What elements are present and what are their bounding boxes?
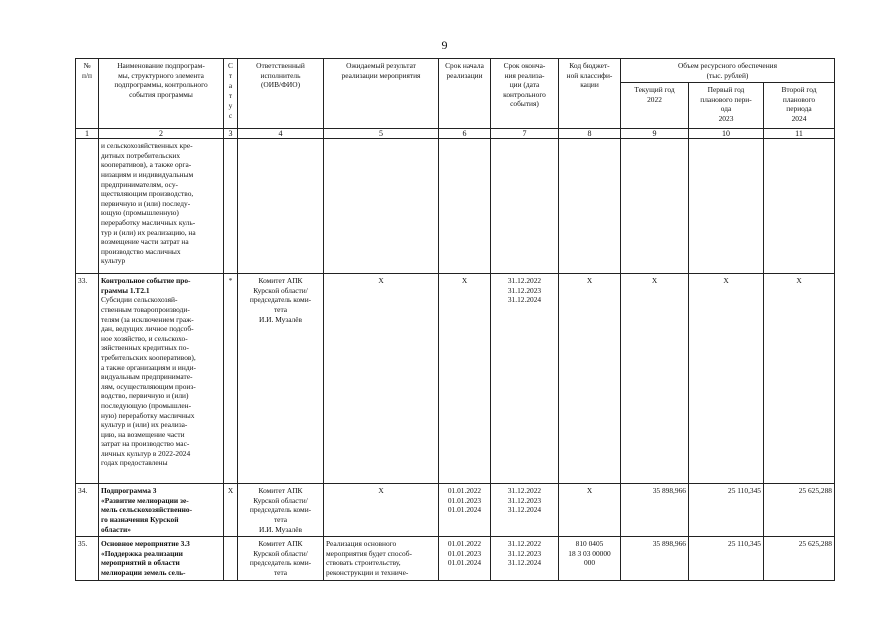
row-result: Х	[324, 274, 439, 484]
row-2023: 25 110,345	[689, 537, 764, 581]
row-start: 01.01.2022 01.01.2023 01.01.2024	[439, 484, 491, 537]
header-end: Срок оконча- ния реализа- ции (дата контрольного события)	[491, 59, 559, 129]
col-number: 7	[491, 129, 559, 139]
status-letter: т	[228, 71, 233, 80]
row-kbk	[559, 139, 621, 274]
row-name-bold: Основное мероприятие 3.3 «Поддержка реализации мероприятий в области мелиорации земель сель-	[101, 539, 190, 577]
row-2022	[621, 139, 689, 274]
row-2023: 25 110,345	[689, 484, 764, 537]
col-number: 6	[439, 129, 491, 139]
col-number: 3	[224, 129, 238, 139]
row-2023: Х	[689, 274, 764, 484]
row-2024: Х	[764, 274, 835, 484]
row-2022: 35 898,966	[621, 537, 689, 581]
header-result: Ожидаемый результат реализации мероприятия	[324, 59, 439, 129]
row-start	[439, 139, 491, 274]
row-result: Х	[324, 484, 439, 537]
row-result	[324, 139, 439, 274]
status-letter: т	[228, 91, 233, 100]
col-number: 1	[76, 129, 99, 139]
row-executor: Комитет АПК Курской области/ председатель коми- тета	[238, 537, 324, 581]
table-row	[76, 274, 835, 484]
row-name	[99, 139, 224, 274]
row-end: 31.12.2022 31.12.2023 31.12.2024	[491, 484, 559, 537]
row-name-bold: Контрольное событие про- граммы 1.Т2.1	[101, 276, 191, 295]
header-name: Наименование подпрограм- мы, структурного элемента подпрограммы, контрольного события программы	[99, 59, 224, 129]
header-start: Срок начала реализации	[439, 59, 491, 129]
header-resources: Объем ресурсного обеспечения (тыс. рублей)	[621, 59, 835, 83]
row-end	[491, 139, 559, 274]
page-number: 9	[441, 38, 448, 52]
status-letter: у	[228, 101, 233, 110]
col-number: 5	[324, 129, 439, 139]
row-2023	[689, 139, 764, 274]
row-2024: 25 625,288	[764, 484, 835, 537]
header-2022: Текущий год 2022	[621, 83, 689, 129]
row-name-text: и сельскохозяйственных кре- дитных потребительских кооперативов), а также орга- низациям и индивидуальным предпринимателям, осу- ществляющим производство, первичную и (или) последу- ющую (промышленную) переработку масличных куль- тур и (или) их реализацию, на возмещение части затрат на производство масличных культур	[101, 141, 196, 266]
row-start: Х	[439, 274, 491, 484]
header-kbk: Код бюджет- ной классифи- кации	[559, 59, 621, 129]
row-2022: Х	[621, 274, 689, 484]
col-number: 4	[238, 129, 324, 139]
status-letter: а	[228, 81, 233, 90]
header-status	[224, 59, 238, 129]
row-kbk: Х	[559, 484, 621, 537]
row-name	[99, 484, 224, 537]
col-number: 11	[764, 129, 835, 139]
column-numbers-row	[76, 129, 835, 139]
row-2022: 35 898,966	[621, 484, 689, 537]
row-name	[99, 537, 224, 581]
header-2023: Первый год планового пери- ода 2023	[689, 83, 764, 129]
row-executor: Комитет АПК Курской области/ председатель коми- тета И.И. Музалёв	[238, 484, 324, 537]
row-result: Реализация основного мероприятия будет способ- ствовать строительству, реконструкции и техниче-	[324, 537, 439, 581]
row-kbk: 810 0405 18 3 03 00000 000	[559, 537, 621, 581]
header-executor: Ответственный исполнитель (ОИВ/ФИО)	[238, 59, 324, 129]
table-row	[76, 537, 835, 581]
row-status	[224, 537, 238, 581]
col-number: 2	[99, 129, 224, 139]
col-number: 9	[621, 129, 689, 139]
table-row	[76, 139, 835, 274]
table-row	[76, 484, 835, 537]
row-num	[76, 139, 99, 274]
row-name-bold: Подпрограмма 3 «Развитие мелиорации зе- мель сельскохозяйственно- го назначения Курской области»	[101, 486, 193, 534]
row-status: Х	[224, 484, 238, 537]
row-status: *	[224, 274, 238, 484]
col-number: 8	[559, 129, 621, 139]
row-num: 35.	[76, 537, 99, 581]
row-status	[224, 139, 238, 274]
row-2024: 25 625,288	[764, 537, 835, 581]
row-num: 33.	[76, 274, 99, 484]
header-2024: Второй год планового периода 2024	[764, 83, 835, 129]
status-letter: с	[228, 111, 233, 120]
row-start: 01.01.2022 01.01.2023 01.01.2024	[439, 537, 491, 581]
row-name	[99, 274, 224, 484]
status-letter: С	[228, 61, 233, 70]
row-num: 34.	[76, 484, 99, 537]
header-num: № п/п	[76, 59, 99, 129]
row-end: 31.12.2022 31.12.2023 31.12.2024	[491, 537, 559, 581]
row-2024	[764, 139, 835, 274]
row-name-text: Субсидии сельскохозяй- ственным товаропроизводи- телям (за исключением граж- дан, ведущих личное подсоб- ное хозяйство, и сельскохо- зяйственных кредитных по- требительских кооперативов), а также организациям и инди- видуальным предпринимате- лям, осуществляющим произ- водство, первичную и (или) последующую (промышлен- ную) переработку масличных культур и (или) их реализа- цию, на возмещение части затрат на производство мас- личных культур в 2022-2024 годах предоставлены	[101, 295, 196, 468]
row-executor: Комитет АПК Курской области/ председатель коми- тета И.И. Музалёв	[238, 274, 324, 484]
row-executor	[238, 139, 324, 274]
col-number: 10	[689, 129, 764, 139]
row-end: 31.12.2022 31.12.2023 31.12.2024	[491, 274, 559, 484]
row-kbk: Х	[559, 274, 621, 484]
program-table	[75, 58, 835, 581]
